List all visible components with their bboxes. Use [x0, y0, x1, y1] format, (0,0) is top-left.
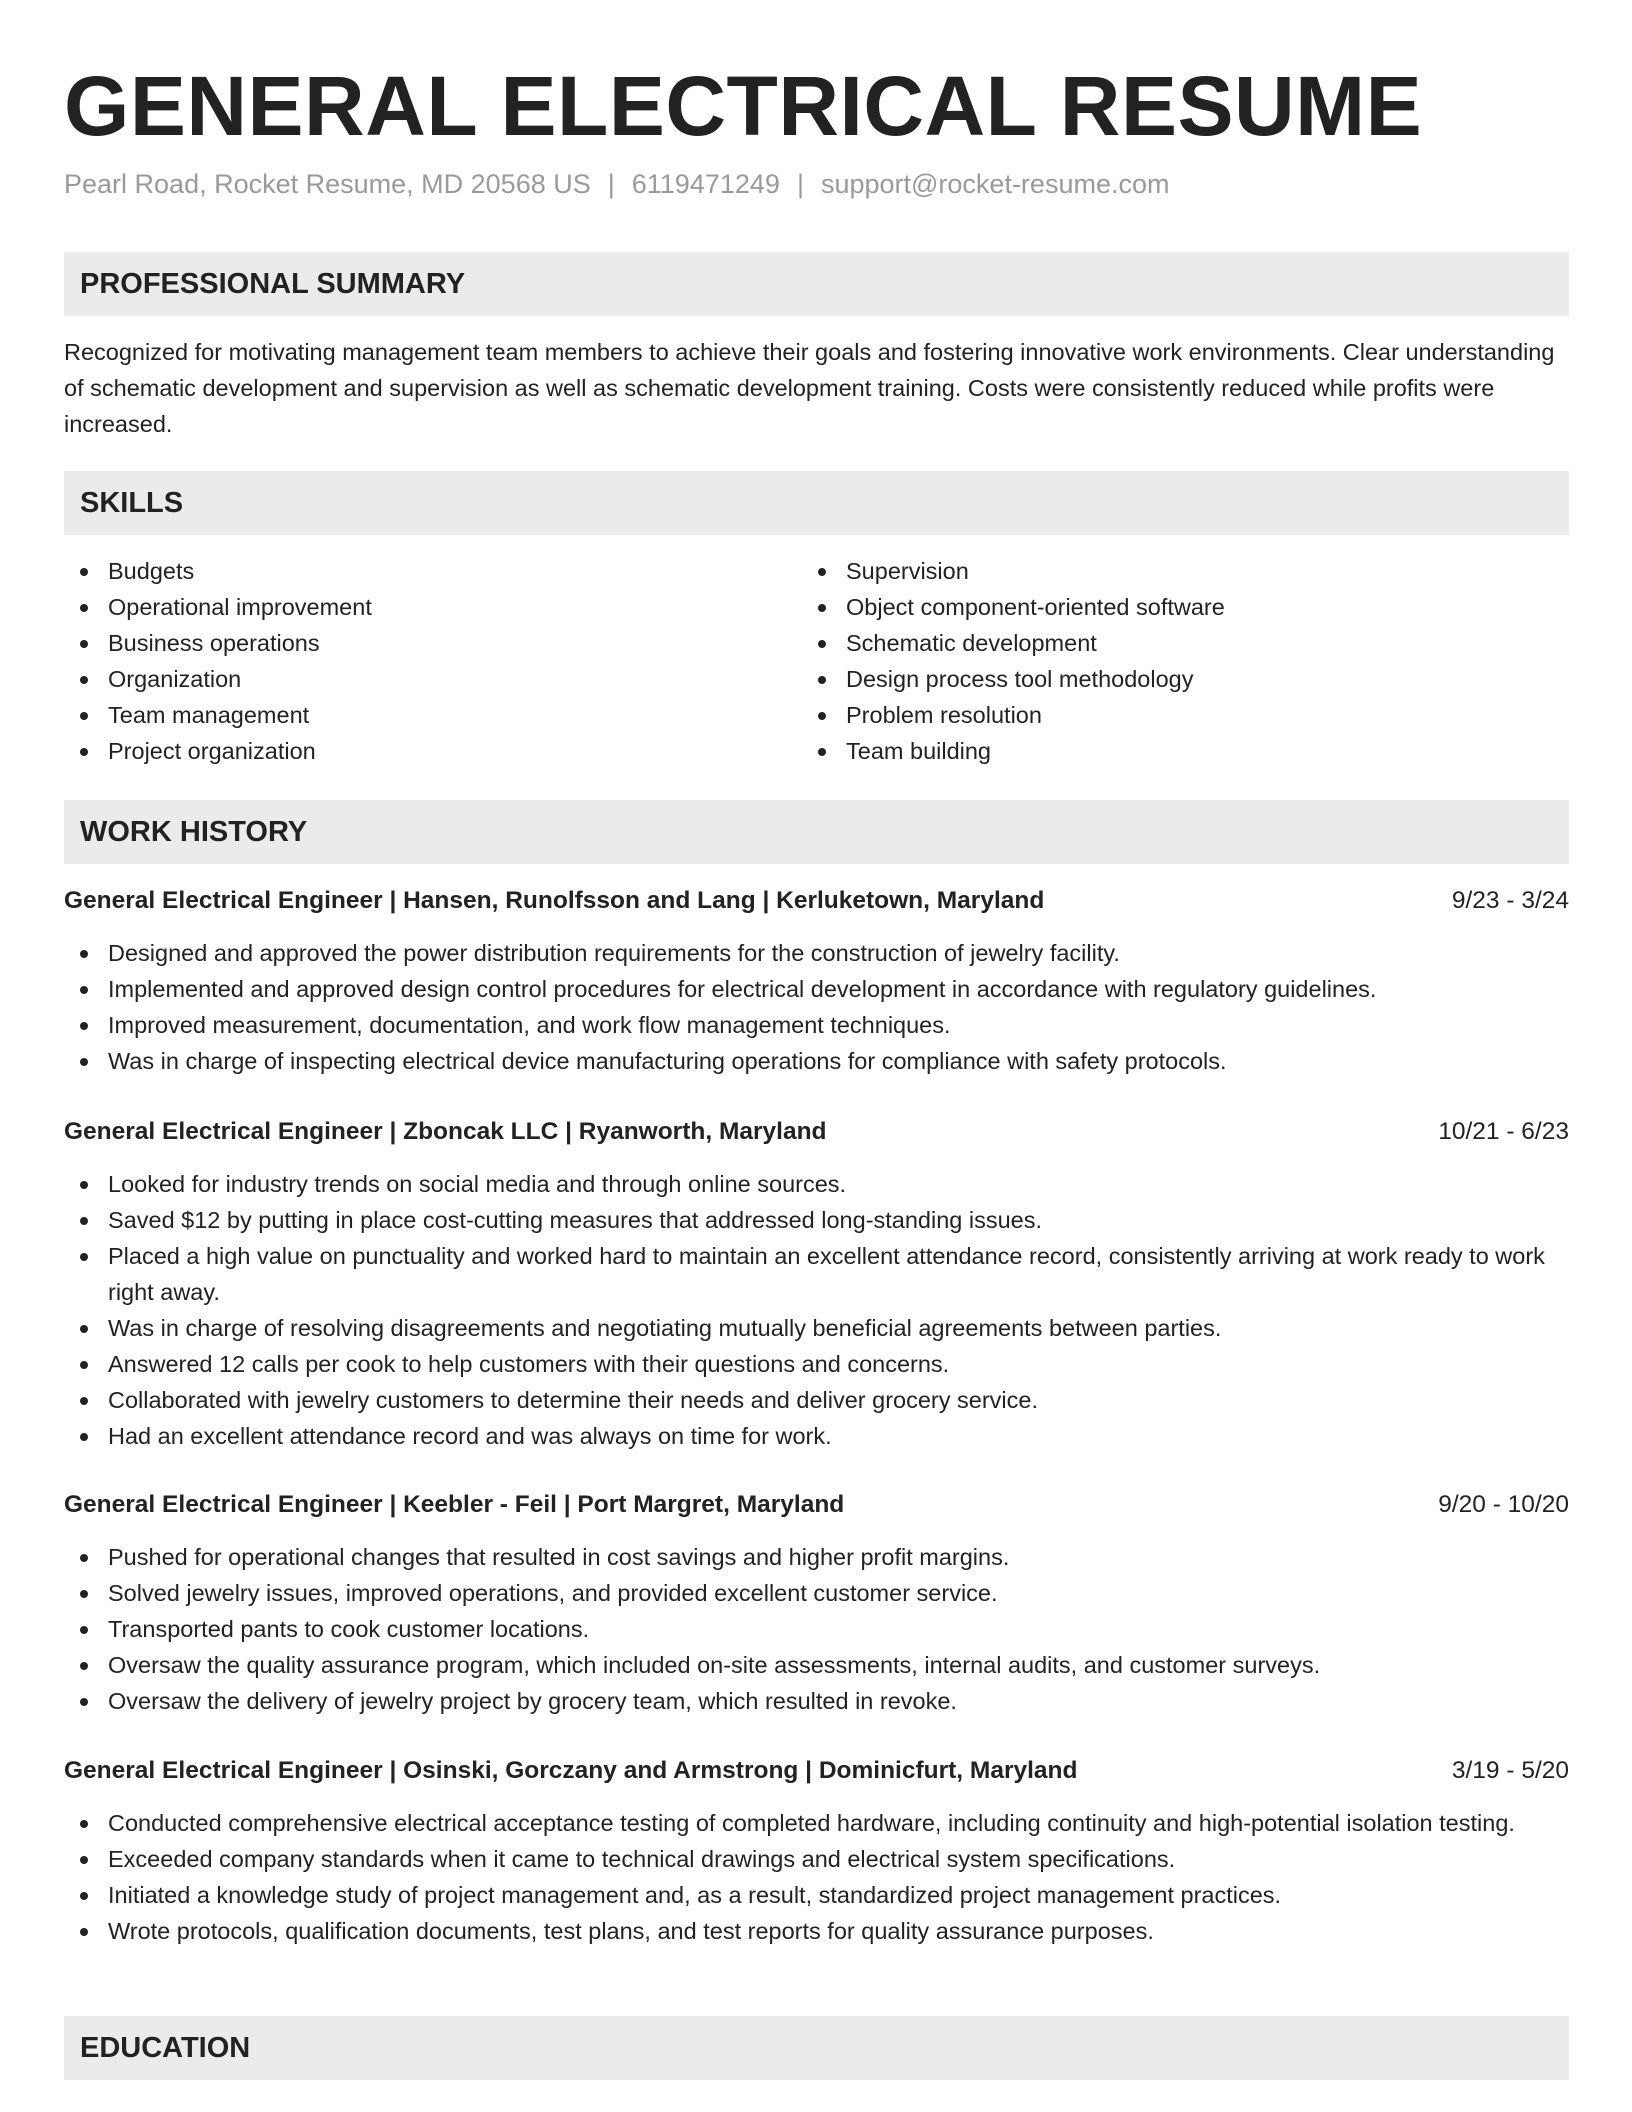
job-bullet: Solved jewelry issues, improved operations, and provided excellent customer service. [64, 1575, 1569, 1611]
section-heading: EDUCATION [80, 2032, 251, 2064]
section-header-summary [64, 252, 1569, 316]
job-entry [64, 883, 1569, 1079]
job-bullets [64, 1166, 1569, 1454]
job-title: General Electrical Engineer | Hansen, Runolfsson and Lang | Kerluketown, Maryland [64, 887, 1045, 914]
job-bullet: Looked for industry trends on social media and through online sources. [64, 1166, 1569, 1202]
contact-phone: 6119471249 [631, 169, 780, 199]
skill-item: Budgets [64, 553, 804, 589]
job-dates: 9/23 - 3/24 [1451, 887, 1569, 914]
contact-separator: | [607, 169, 615, 199]
job-bullet: Conducted comprehensive electrical acceptance testing of completed hardware, including continuity and high-potential isolation testing. [64, 1805, 1569, 1841]
job-bullet: Designed and approved the power distribution requirements for the construction of jewelry facility. [64, 935, 1569, 971]
contact-separator: | [796, 169, 804, 199]
job-dates: 10/21 - 6/23 [1438, 1118, 1569, 1145]
contact-line [64, 166, 1169, 202]
job-dates: 9/20 - 10/20 [1438, 1491, 1569, 1518]
job-bullet: Pushed for operational changes that resulted in cost savings and higher profit margins. [64, 1539, 1569, 1575]
job-bullet: Was in charge of resolving disagreements and negotiating mutually beneficial agreements between parties. [64, 1310, 1569, 1346]
skill-item: Team building [802, 733, 1542, 769]
job-bullet: Placed a high value on punctuality and worked hard to maintain an excellent attendance record, consistently arriving at work ready to work right away. [64, 1238, 1569, 1310]
job-entry [64, 1114, 1569, 1454]
skill-item: Organization [64, 661, 804, 697]
job-bullet: Transported pants to cook customer locations. [64, 1611, 1569, 1647]
skills-list-left [64, 553, 804, 769]
job-bullets [64, 935, 1569, 1079]
skill-item: Problem resolution [802, 697, 1542, 733]
job-bullet: Exceeded company standards when it came to technical drawings and electrical system specifications. [64, 1841, 1569, 1877]
section-heading: WORK HISTORY [80, 816, 308, 848]
skill-item: Project organization [64, 733, 804, 769]
contact-address: Pearl Road, Rocket Resume, MD 20568 US [64, 169, 591, 199]
skill-item: Business operations [64, 625, 804, 661]
job-title: General Electrical Engineer | Keebler - Feil | Port Margret, Maryland [64, 1491, 845, 1518]
section-header-skills [64, 471, 1569, 535]
job-entry [64, 1753, 1569, 1949]
job-bullet: Collaborated with jewelry customers to determine their needs and deliver grocery service. [64, 1382, 1569, 1418]
skills-column-right [802, 553, 1542, 769]
job-bullets [64, 1805, 1569, 1949]
job-bullet: Improved measurement, documentation, and work flow management techniques. [64, 1007, 1569, 1043]
job-bullet: Implemented and approved design control procedures for electrical development in accordance with regulatory guidelines. [64, 971, 1569, 1007]
skill-item: Operational improvement [64, 589, 804, 625]
summary-text: Recognized for motivating management team members to achieve their goals and fostering innovative work environments. Clear understanding of schematic development and supervision as well as schematic development training. Costs were consistently reduced while profits were increased. [64, 339, 1555, 437]
section-header-work-history [64, 800, 1569, 864]
skill-item: Object component-oriented software [802, 589, 1542, 625]
job-bullet: Had an excellent attendance record and was always on time for work. [64, 1418, 1569, 1454]
resume-title: GENERAL ELECTRICAL RESUME [64, 59, 1423, 153]
section-header-education [64, 2016, 1569, 2080]
contact-email: support@rocket-resume.com [820, 169, 1170, 199]
section-heading: SKILLS [80, 487, 184, 519]
job-bullet: Wrote protocols, qualification documents, test plans, and test reports for quality assurance purposes. [64, 1913, 1569, 1949]
job-bullet: Was in charge of inspecting electrical device manufacturing operations for compliance with safety protocols. [64, 1043, 1569, 1079]
job-header [64, 1114, 1569, 1150]
skill-item: Team management [64, 697, 804, 733]
skills-list-right [802, 553, 1542, 769]
job-bullet: Oversaw the quality assurance program, which included on-site assessments, internal audits, and customer surveys. [64, 1647, 1569, 1683]
job-dates: 3/19 - 5/20 [1451, 1757, 1569, 1784]
skill-item: Schematic development [802, 625, 1542, 661]
job-bullet: Answered 12 calls per cook to help customers with their questions and concerns. [64, 1346, 1569, 1382]
job-bullet: Initiated a knowledge study of project management and, as a result, standardized project management practices. [64, 1877, 1569, 1913]
job-bullet: Oversaw the delivery of jewelry project by grocery team, which resulted in revoke. [64, 1683, 1569, 1719]
job-bullets [64, 1539, 1569, 1719]
job-header [64, 1753, 1569, 1789]
job-bullet: Saved $12 by putting in place cost-cutting measures that addressed long-standing issues. [64, 1202, 1569, 1238]
skills-column-left [64, 553, 804, 769]
job-header [64, 883, 1569, 919]
skill-item: Design process tool methodology [802, 661, 1542, 697]
job-title: General Electrical Engineer | Zboncak LLC | Ryanworth, Maryland [64, 1118, 827, 1145]
skill-item: Supervision [802, 553, 1542, 589]
section-heading: PROFESSIONAL SUMMARY [80, 268, 466, 300]
job-header [64, 1487, 1569, 1523]
job-entry [64, 1487, 1569, 1719]
job-title: General Electrical Engineer | Osinski, Gorczany and Armstrong | Dominicfurt, Maryland [64, 1757, 1078, 1784]
